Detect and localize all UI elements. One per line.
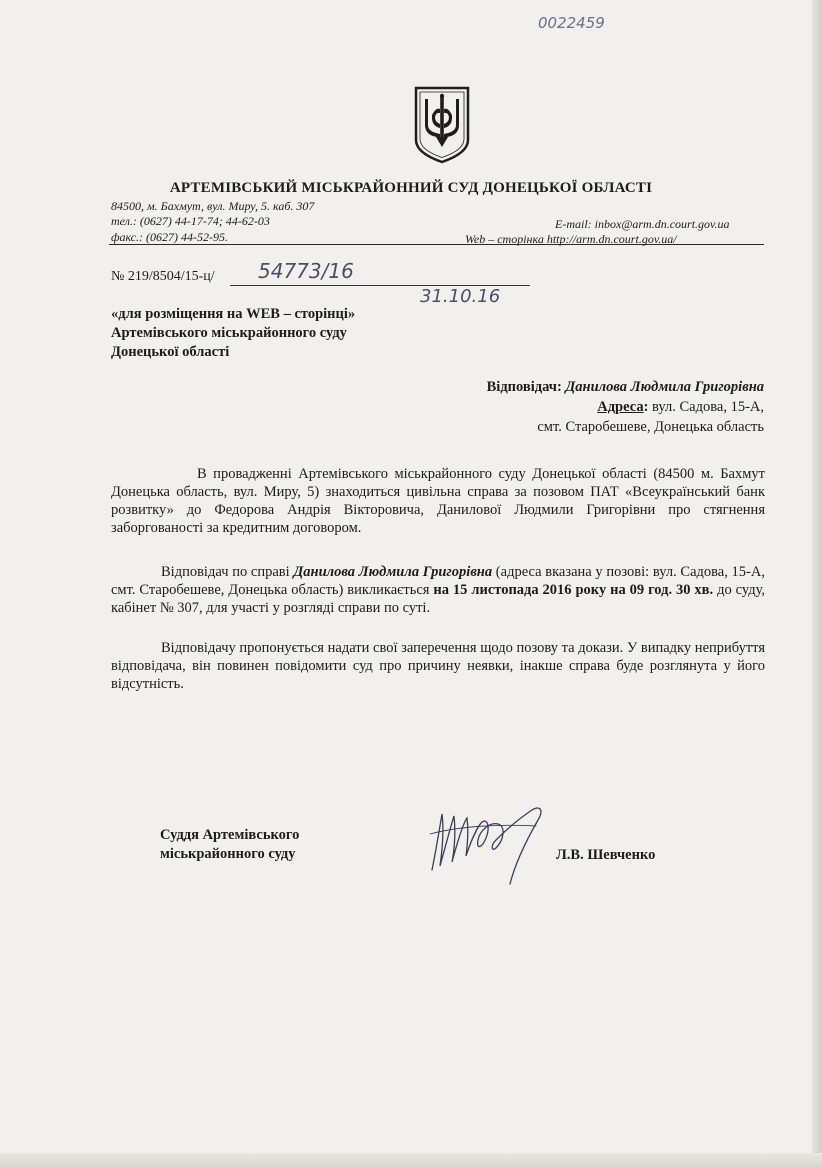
summons-end: до суду, кабінет № 307, для участі у розгляді справи по суті. xyxy=(111,582,765,616)
judge-name: Л.В. Шевченко xyxy=(556,847,656,863)
court-email: E-mail: inbox@arm.dn.court.gov.ua xyxy=(555,217,730,231)
judge-title-line-2: міськрайонного суду xyxy=(160,846,296,862)
defendant-line xyxy=(284,377,764,397)
scan-edge-right xyxy=(812,0,822,1167)
summons-address: (адреса вказана у позові: вул. Садова, 15-А, смт. Старобешеве, Донецька область) викликається xyxy=(111,564,765,598)
court-phone: тел.: (0627) 44-17-74; 44-62-03 xyxy=(111,214,270,228)
court-website: Web – сторінка http://arm.dn.court.gov.ua/ xyxy=(465,232,677,246)
registration-number: № 219/8504/15-ц/ xyxy=(111,269,215,284)
defendant-name: Данилова Людмила Григорівна xyxy=(565,379,764,395)
court-fax: факс.: (0627) 44-52-95. xyxy=(111,230,228,244)
court-title: АРТЕМІВСЬКИЙ МІСЬКРАЙОННИЙ СУД ДОНЕЦЬКОЇ ОБЛАСТІ xyxy=(169,180,653,196)
handwritten-date: 31.10.16 xyxy=(420,286,501,307)
address-street: вул. Садова, 15-А, xyxy=(652,399,764,415)
summons-defendant-name: Данилова Людмила Григорівна xyxy=(293,564,493,580)
summons-date-time: на 15 листопада 2016 року на 09 год. 30 хв. xyxy=(433,582,714,598)
defendant-address-line-2: смт. Старобешеве, Донецька область xyxy=(537,419,764,435)
paragraph-case-description: В провадженні Артемівського міськрайонного суду Донецької області (84500 м. Бахмут Донецька область, вул. Миру, 5) знаходиться цивільна справа за позовом ПАТ «Всеукраїнський банк розвитку» до Федорова Андрія Вікторовича, Данилової Людмили Григорівни про стягнення заборгованості за кредитним договором. xyxy=(111,466,765,536)
defendant-label: Відповідач: xyxy=(486,379,562,395)
ukraine-coat-of-arms-icon xyxy=(412,85,472,165)
scan-edge-bottom xyxy=(0,1153,822,1167)
judge-title xyxy=(160,826,380,864)
defendant-address-line-1: Адреса: вул. Садова, 15-А, xyxy=(597,399,764,415)
summons-start: Відповідач по справі xyxy=(161,564,294,580)
header-divider xyxy=(109,244,764,245)
paragraph-summons xyxy=(111,563,765,617)
destination-block xyxy=(111,305,471,362)
defendant-block xyxy=(284,377,764,437)
destination-line-1: «для розміщення на WEB – сторінці» xyxy=(111,306,356,322)
address-label: Адреса xyxy=(597,399,644,415)
destination-line-2: Артемівського міськрайонного суду xyxy=(111,325,347,341)
judge-title-line-1: Суддя Артемівського xyxy=(160,827,300,843)
handwritten-archive-number: 0022459 xyxy=(538,14,605,32)
handwritten-outgoing-number: 54773/16 xyxy=(258,259,354,283)
judge-signature xyxy=(420,800,580,885)
paragraph-instructions: Відповідачу пропонується надати свої заперечення щодо позову та докази. У випадку неприбуття відповідача, він повинен повідомити суд про причину неявки, інакше справа буде розглянута у його відсутність. xyxy=(111,640,765,692)
court-address: 84500, м. Бахмут, вул. Миру, 5. каб. 307 xyxy=(111,199,315,213)
destination-line-3: Донецької області xyxy=(111,344,230,360)
